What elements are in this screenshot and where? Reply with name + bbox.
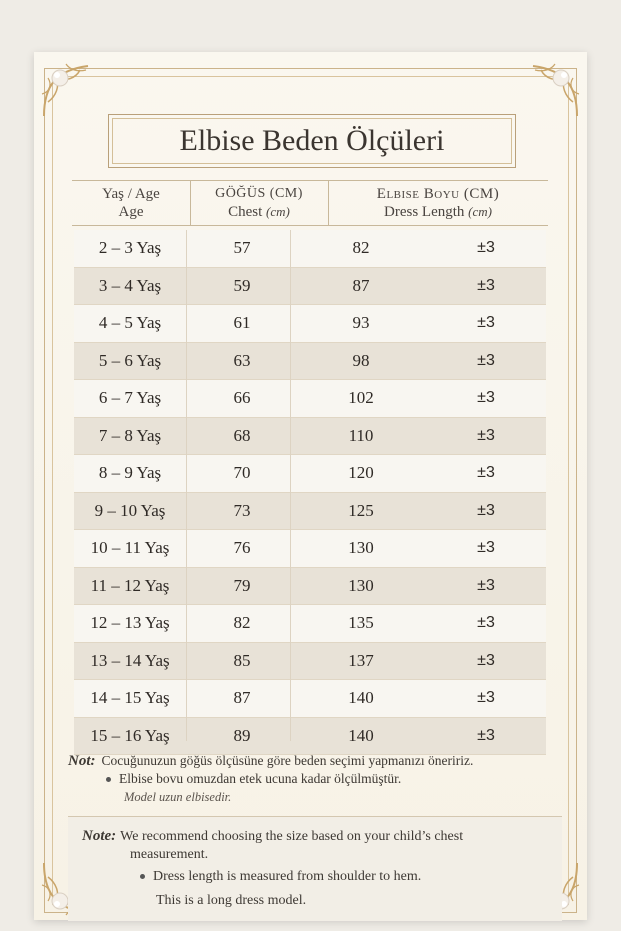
header-chest [190,181,329,225]
row-age: 9 – 10 Yaş [94,500,166,520]
row-length: 135 [348,613,374,632]
row-age: 7 – 8 Yaş [98,425,162,445]
bullet-icon [140,874,145,879]
row-length: 87 [352,275,370,295]
table-row [74,568,546,606]
header-age-en: Age [118,204,144,220]
row-age: 2 – 3 Yaş [98,238,162,257]
row-chest: 70 [233,463,251,482]
row-tolerance: ±3 [477,614,495,631]
row-tolerance: ±3 [477,389,495,406]
pearl-ornament-icon [36,56,106,126]
row-tolerance: ±3 [477,426,495,444]
note-en-line1b: measurement. [130,847,209,862]
header-length-en: Dress Length [384,204,465,220]
header-age [72,181,191,225]
pearl-ornament-icon [515,56,585,126]
row-tolerance: ±3 [477,539,495,556]
row-age: 4 – 5 Yaş [98,313,162,332]
row-age: 13 – 14 Yaş [90,650,170,670]
page-title: Elbise Beden Ölçüleri [108,114,516,168]
table-row [74,530,546,568]
note-tr-line1: Cocuğunuzun göğüs ölçüsüne göre beden seçimi yapmanızı öneririz. [101,753,474,768]
row-chest: 89 [233,725,251,745]
row-chest: 79 [233,575,251,595]
note-en-line2: Dress length is measured from shoulder to hem. [153,869,422,884]
row-chest: 76 [233,538,251,557]
row-chest: 85 [233,650,251,670]
row-tolerance: ±3 [477,239,495,256]
row-tolerance: ±3 [477,651,495,669]
header-chest-en: Chest [228,204,263,220]
row-chest: 87 [233,688,251,707]
row-chest: 59 [233,275,251,295]
note-turkish [68,752,568,806]
table-row [74,305,546,343]
row-length: 130 [348,538,374,557]
row-age: 3 – 4 Yaş [98,275,162,295]
row-chest: 57 [233,238,251,257]
row-length: 125 [348,500,374,520]
row-length: 102 [348,388,374,407]
row-age: 15 – 16 Yaş [90,725,170,745]
row-age: 11 – 12 Yaş [90,575,170,595]
row-chest: 66 [233,388,251,407]
row-length: 110 [348,425,374,445]
table-row [74,380,546,418]
row-length: 140 [348,688,374,707]
header-chest-unit: (cm) [266,204,290,219]
row-age: 8 – 9 Yaş [98,463,162,482]
row-length: 93 [352,313,370,332]
table-row [74,643,546,681]
table-row [74,455,546,493]
table-row [74,493,546,531]
row-tolerance: ±3 [477,276,495,294]
row-length: 98 [352,350,370,370]
table-row [74,718,546,756]
row-length: 120 [348,463,374,482]
row-age: 10 – 11 Yaş [90,538,170,557]
header-length-unit: (cm) [468,204,492,219]
row-chest: 68 [233,425,251,445]
note-english [68,816,562,921]
row-length: 137 [348,650,374,670]
row-tolerance: ±3 [477,351,495,369]
row-tolerance: ±3 [477,576,495,594]
note-en-lead: Note: [82,828,117,844]
header-length-en-line [384,203,492,221]
note-tr-lead: Not: [68,753,96,769]
header-chest-tr: GÖĞÜS (CM) [215,186,303,201]
table-divider [290,230,291,741]
row-chest: 61 [233,313,251,332]
table-row [74,680,546,718]
row-tolerance: ±3 [477,689,495,706]
table-row [74,418,546,456]
size-table [74,230,546,755]
row-tolerance: ±3 [477,314,495,331]
row-length: 140 [348,725,374,745]
table-row [74,268,546,306]
table-row [74,605,546,643]
header-chest-en-line [228,203,290,221]
row-age: 12 – 13 Yaş [90,613,170,632]
note-en-line3: This is a long dress model. [156,893,307,908]
row-age: 5 – 6 Yaş [98,350,162,370]
header-length-tr: Elbise Boyu (CM) [376,186,500,202]
row-age: 6 – 7 Yaş [98,388,162,407]
row-age: 14 – 15 Yaş [90,688,170,707]
row-chest: 82 [233,613,251,632]
row-chest: 63 [233,350,251,370]
header-length [328,181,548,225]
header-age-tr: Yaş / Age [102,186,160,202]
row-tolerance: ±3 [477,501,495,519]
row-tolerance: ±3 [477,464,495,481]
note-en-line1a: We recommend choosing the size based on your child’s chest [120,829,464,844]
table-row [74,343,546,381]
table-divider [186,230,187,741]
table-row [74,230,546,268]
note-tr-line2: Elbise bovu omuzdan etek ucuna kadar ölçülmüştür. [119,771,402,786]
row-length: 130 [348,575,374,595]
bullet-icon [106,777,111,782]
table-header [72,180,548,226]
row-length: 82 [352,238,370,257]
note-tr-line3: Model uzun elbisedir. [124,790,232,804]
row-chest: 73 [233,500,251,520]
row-tolerance: ±3 [477,726,495,744]
